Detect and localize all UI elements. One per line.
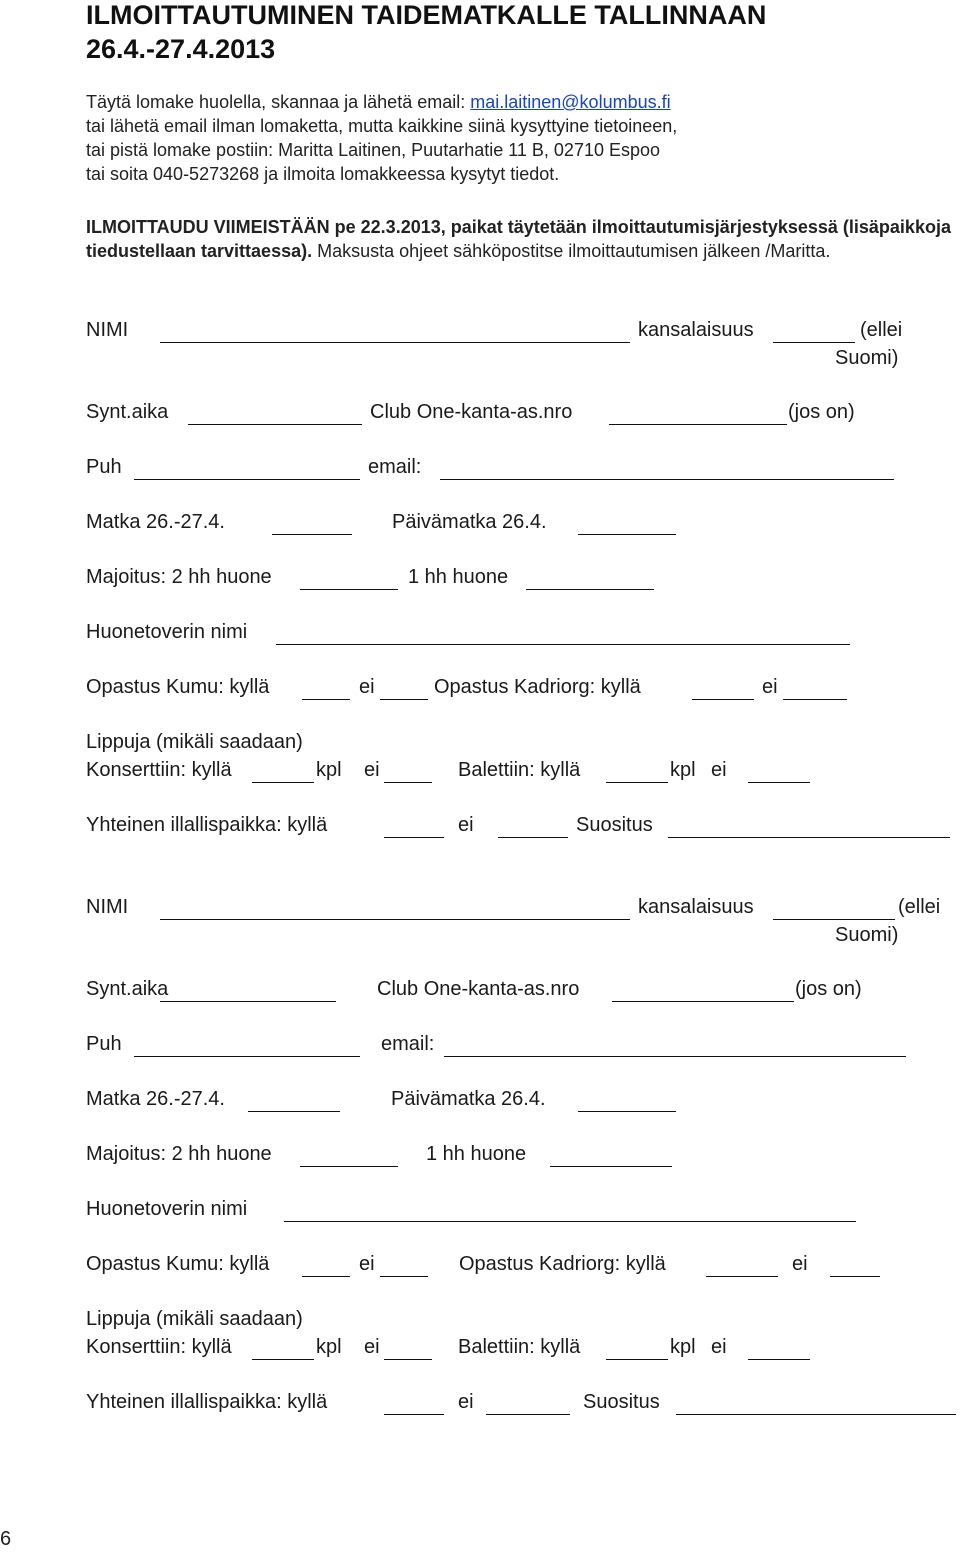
matka-field[interactable] bbox=[248, 1111, 340, 1112]
club-label: Club One-kanta-as.nro bbox=[377, 978, 580, 1000]
matka-label: Matka 26.-27.4. bbox=[86, 511, 225, 533]
kumu-label: Opastus Kumu: kyllä bbox=[86, 676, 270, 698]
deadline-normal: Maksusta ohjeet sähköpostitse ilmoittautumisen jälkeen /Maritta. bbox=[312, 241, 831, 261]
email-link[interactable]: mai.laitinen@kolumbus.fi bbox=[470, 92, 671, 112]
email-label: email: bbox=[368, 456, 422, 478]
synt-field[interactable] bbox=[160, 1001, 336, 1002]
baletti-kylla-field[interactable] bbox=[606, 782, 668, 783]
konsertti-ei-field[interactable] bbox=[384, 782, 432, 783]
deadline-bold: ILMOITTAUDU VIIMEISTÄÄN pe 22.3.2013, paikat täytetään ilmoittautumisjärjestyksessä (lisäpaikkoja tiedustellaan tarvittaessa). bbox=[86, 217, 951, 261]
konsertti-ei-label: ei bbox=[364, 1336, 380, 1358]
majoitus-1hh-field[interactable] bbox=[550, 1166, 672, 1167]
suomi-label: Suomi) bbox=[835, 347, 899, 369]
majoitus-1hh-field[interactable] bbox=[526, 589, 654, 590]
konsertti-kpl-label: kpl bbox=[316, 1336, 342, 1358]
baletti-label: Balettiin: kyllä bbox=[458, 1336, 581, 1358]
paivamatka-field[interactable] bbox=[578, 1111, 676, 1112]
puh-label: Puh bbox=[86, 1033, 122, 1055]
kumu-ei-field[interactable] bbox=[380, 699, 428, 700]
paivamatka-label: Päivämatka 26.4. bbox=[392, 511, 547, 533]
kumu-ei-label: ei bbox=[359, 1253, 375, 1275]
baletti-ei-label: ei bbox=[711, 759, 727, 781]
kumu-ei-field[interactable] bbox=[380, 1276, 428, 1277]
kadriorg-label: Opastus Kadriorg: kyllä bbox=[459, 1253, 666, 1275]
huonetoveri-label: Huonetoverin nimi bbox=[86, 621, 248, 643]
deadline-notice bbox=[86, 215, 956, 263]
baletti-ei-field[interactable] bbox=[748, 1359, 810, 1360]
page-number: 6 bbox=[0, 1528, 12, 1550]
kansalaisuus-label: kansalaisuus bbox=[638, 896, 754, 918]
puh-label: Puh bbox=[86, 456, 122, 478]
email-label: email: bbox=[381, 1033, 435, 1055]
konsertti-kylla-field[interactable] bbox=[252, 782, 314, 783]
title-line-2: 26.4.-27.4.2013 bbox=[86, 34, 276, 64]
synt-label: Synt.aika bbox=[86, 978, 169, 1000]
kadriorg-kylla-field[interactable] bbox=[706, 1276, 778, 1277]
kumu-kylla-field[interactable] bbox=[302, 1276, 350, 1277]
suositus-label: Suositus bbox=[583, 1391, 660, 1413]
joson-label: (jos on) bbox=[788, 401, 855, 423]
baletti-kpl-label: kpl bbox=[670, 1336, 696, 1358]
nimi-field[interactable] bbox=[160, 342, 630, 343]
illallinen-ei-label: ei bbox=[458, 1391, 474, 1413]
konsertti-ei-label: ei bbox=[364, 759, 380, 781]
paivamatka-field[interactable] bbox=[578, 534, 676, 535]
konsertti-kylla-field[interactable] bbox=[252, 1359, 314, 1360]
baletti-ei-field[interactable] bbox=[748, 782, 810, 783]
majoitus-label: Majoitus: 2 hh huone bbox=[86, 566, 272, 588]
lippuja-label: Lippuja (mikäli saadaan) bbox=[86, 731, 303, 753]
majoitus-2hh-field[interactable] bbox=[300, 1166, 398, 1167]
huonetoveri-label: Huonetoverin nimi bbox=[86, 1198, 248, 1220]
baletti-kpl-label: kpl bbox=[670, 759, 696, 781]
huonetoveri-field[interactable] bbox=[284, 1221, 856, 1222]
suositus-field[interactable] bbox=[668, 837, 950, 838]
kadriorg-ei-field[interactable] bbox=[783, 699, 847, 700]
synt-field[interactable] bbox=[188, 424, 362, 425]
intro-text bbox=[86, 90, 677, 186]
intro-line-2: tai lähetä email ilman lomaketta, mutta kaikkine siinä kysyttyine tietoineen, bbox=[86, 116, 678, 136]
illallinen-kylla-field[interactable] bbox=[384, 1414, 444, 1415]
document-title bbox=[86, 0, 766, 66]
intro-line-4: tai soita 040-5273268 ja ilmoita lomakkeessa kysytyt tiedot. bbox=[86, 164, 560, 184]
matka-field[interactable] bbox=[272, 534, 352, 535]
illallinen-ei-field[interactable] bbox=[498, 837, 568, 838]
baletti-kylla-field[interactable] bbox=[606, 1359, 668, 1360]
kansalaisuus-label: kansalaisuus bbox=[638, 319, 754, 341]
title-line-1: ILMOITTAUTUMINEN TAIDEMATKALLE TALLINNAAN bbox=[86, 0, 767, 30]
nimi-label: NIMI bbox=[86, 896, 129, 918]
ellei-label: (ellei bbox=[898, 896, 941, 918]
kumu-ei-label: ei bbox=[359, 676, 375, 698]
majoitus-2hh-field[interactable] bbox=[300, 589, 398, 590]
konsertti-label: Konserttiin: kyllä bbox=[86, 759, 232, 781]
email-field[interactable] bbox=[440, 479, 894, 480]
konsertti-kpl-label: kpl bbox=[316, 759, 342, 781]
illallinen-ei-field[interactable] bbox=[486, 1414, 570, 1415]
club-field[interactable] bbox=[609, 424, 787, 425]
baletti-ei-label: ei bbox=[711, 1336, 727, 1358]
hh1-label: 1 hh huone bbox=[426, 1143, 527, 1165]
puh-field[interactable] bbox=[134, 479, 360, 480]
suositus-field[interactable] bbox=[676, 1414, 956, 1415]
kansalaisuus-field[interactable] bbox=[773, 342, 855, 343]
illallinen-ei-label: ei bbox=[458, 814, 474, 836]
kumu-kylla-field[interactable] bbox=[302, 699, 350, 700]
email-field[interactable] bbox=[444, 1056, 906, 1057]
kadriorg-ei-label: ei bbox=[762, 676, 778, 698]
huonetoveri-field[interactable] bbox=[276, 644, 850, 645]
majoitus-label: Majoitus: 2 hh huone bbox=[86, 1143, 272, 1165]
paivamatka-label: Päivämatka 26.4. bbox=[391, 1088, 546, 1110]
matka-label: Matka 26.-27.4. bbox=[86, 1088, 225, 1110]
kadriorg-ei-label: ei bbox=[792, 1253, 808, 1275]
kansalaisuus-field[interactable] bbox=[773, 919, 895, 920]
nimi-field[interactable] bbox=[160, 919, 630, 920]
kumu-label: Opastus Kumu: kyllä bbox=[86, 1253, 270, 1275]
nimi-label: NIMI bbox=[86, 319, 129, 341]
kadriorg-kylla-field[interactable] bbox=[692, 699, 754, 700]
intro-line-3: tai pistä lomake postiin: Maritta Laitinen, Puutarhatie 11 B, 02710 Espoo bbox=[86, 140, 661, 160]
ellei-label: (ellei bbox=[860, 319, 903, 341]
suositus-label: Suositus bbox=[576, 814, 653, 836]
konsertti-ei-field[interactable] bbox=[384, 1359, 432, 1360]
lippuja-label: Lippuja (mikäli saadaan) bbox=[86, 1308, 303, 1330]
intro-line-1: Täytä lomake huolella, skannaa ja lähetä email: bbox=[86, 92, 471, 112]
club-label: Club One-kanta-as.nro bbox=[370, 401, 573, 423]
club-field[interactable] bbox=[612, 1001, 794, 1002]
hh1-label: 1 hh huone bbox=[408, 566, 509, 588]
illallinen-label: Yhteinen illallispaikka: kyllä bbox=[86, 1391, 328, 1413]
kadriorg-ei-field[interactable] bbox=[830, 1276, 880, 1277]
synt-label: Synt.aika bbox=[86, 401, 169, 423]
suomi-label: Suomi) bbox=[835, 924, 899, 946]
illallinen-kylla-field[interactable] bbox=[384, 837, 444, 838]
illallinen-label: Yhteinen illallispaikka: kyllä bbox=[86, 814, 328, 836]
konsertti-label: Konserttiin: kyllä bbox=[86, 1336, 232, 1358]
kadriorg-label: Opastus Kadriorg: kyllä bbox=[434, 676, 641, 698]
joson-label: (jos on) bbox=[795, 978, 862, 1000]
baletti-label: Balettiin: kyllä bbox=[458, 759, 581, 781]
puh-field[interactable] bbox=[134, 1056, 360, 1057]
